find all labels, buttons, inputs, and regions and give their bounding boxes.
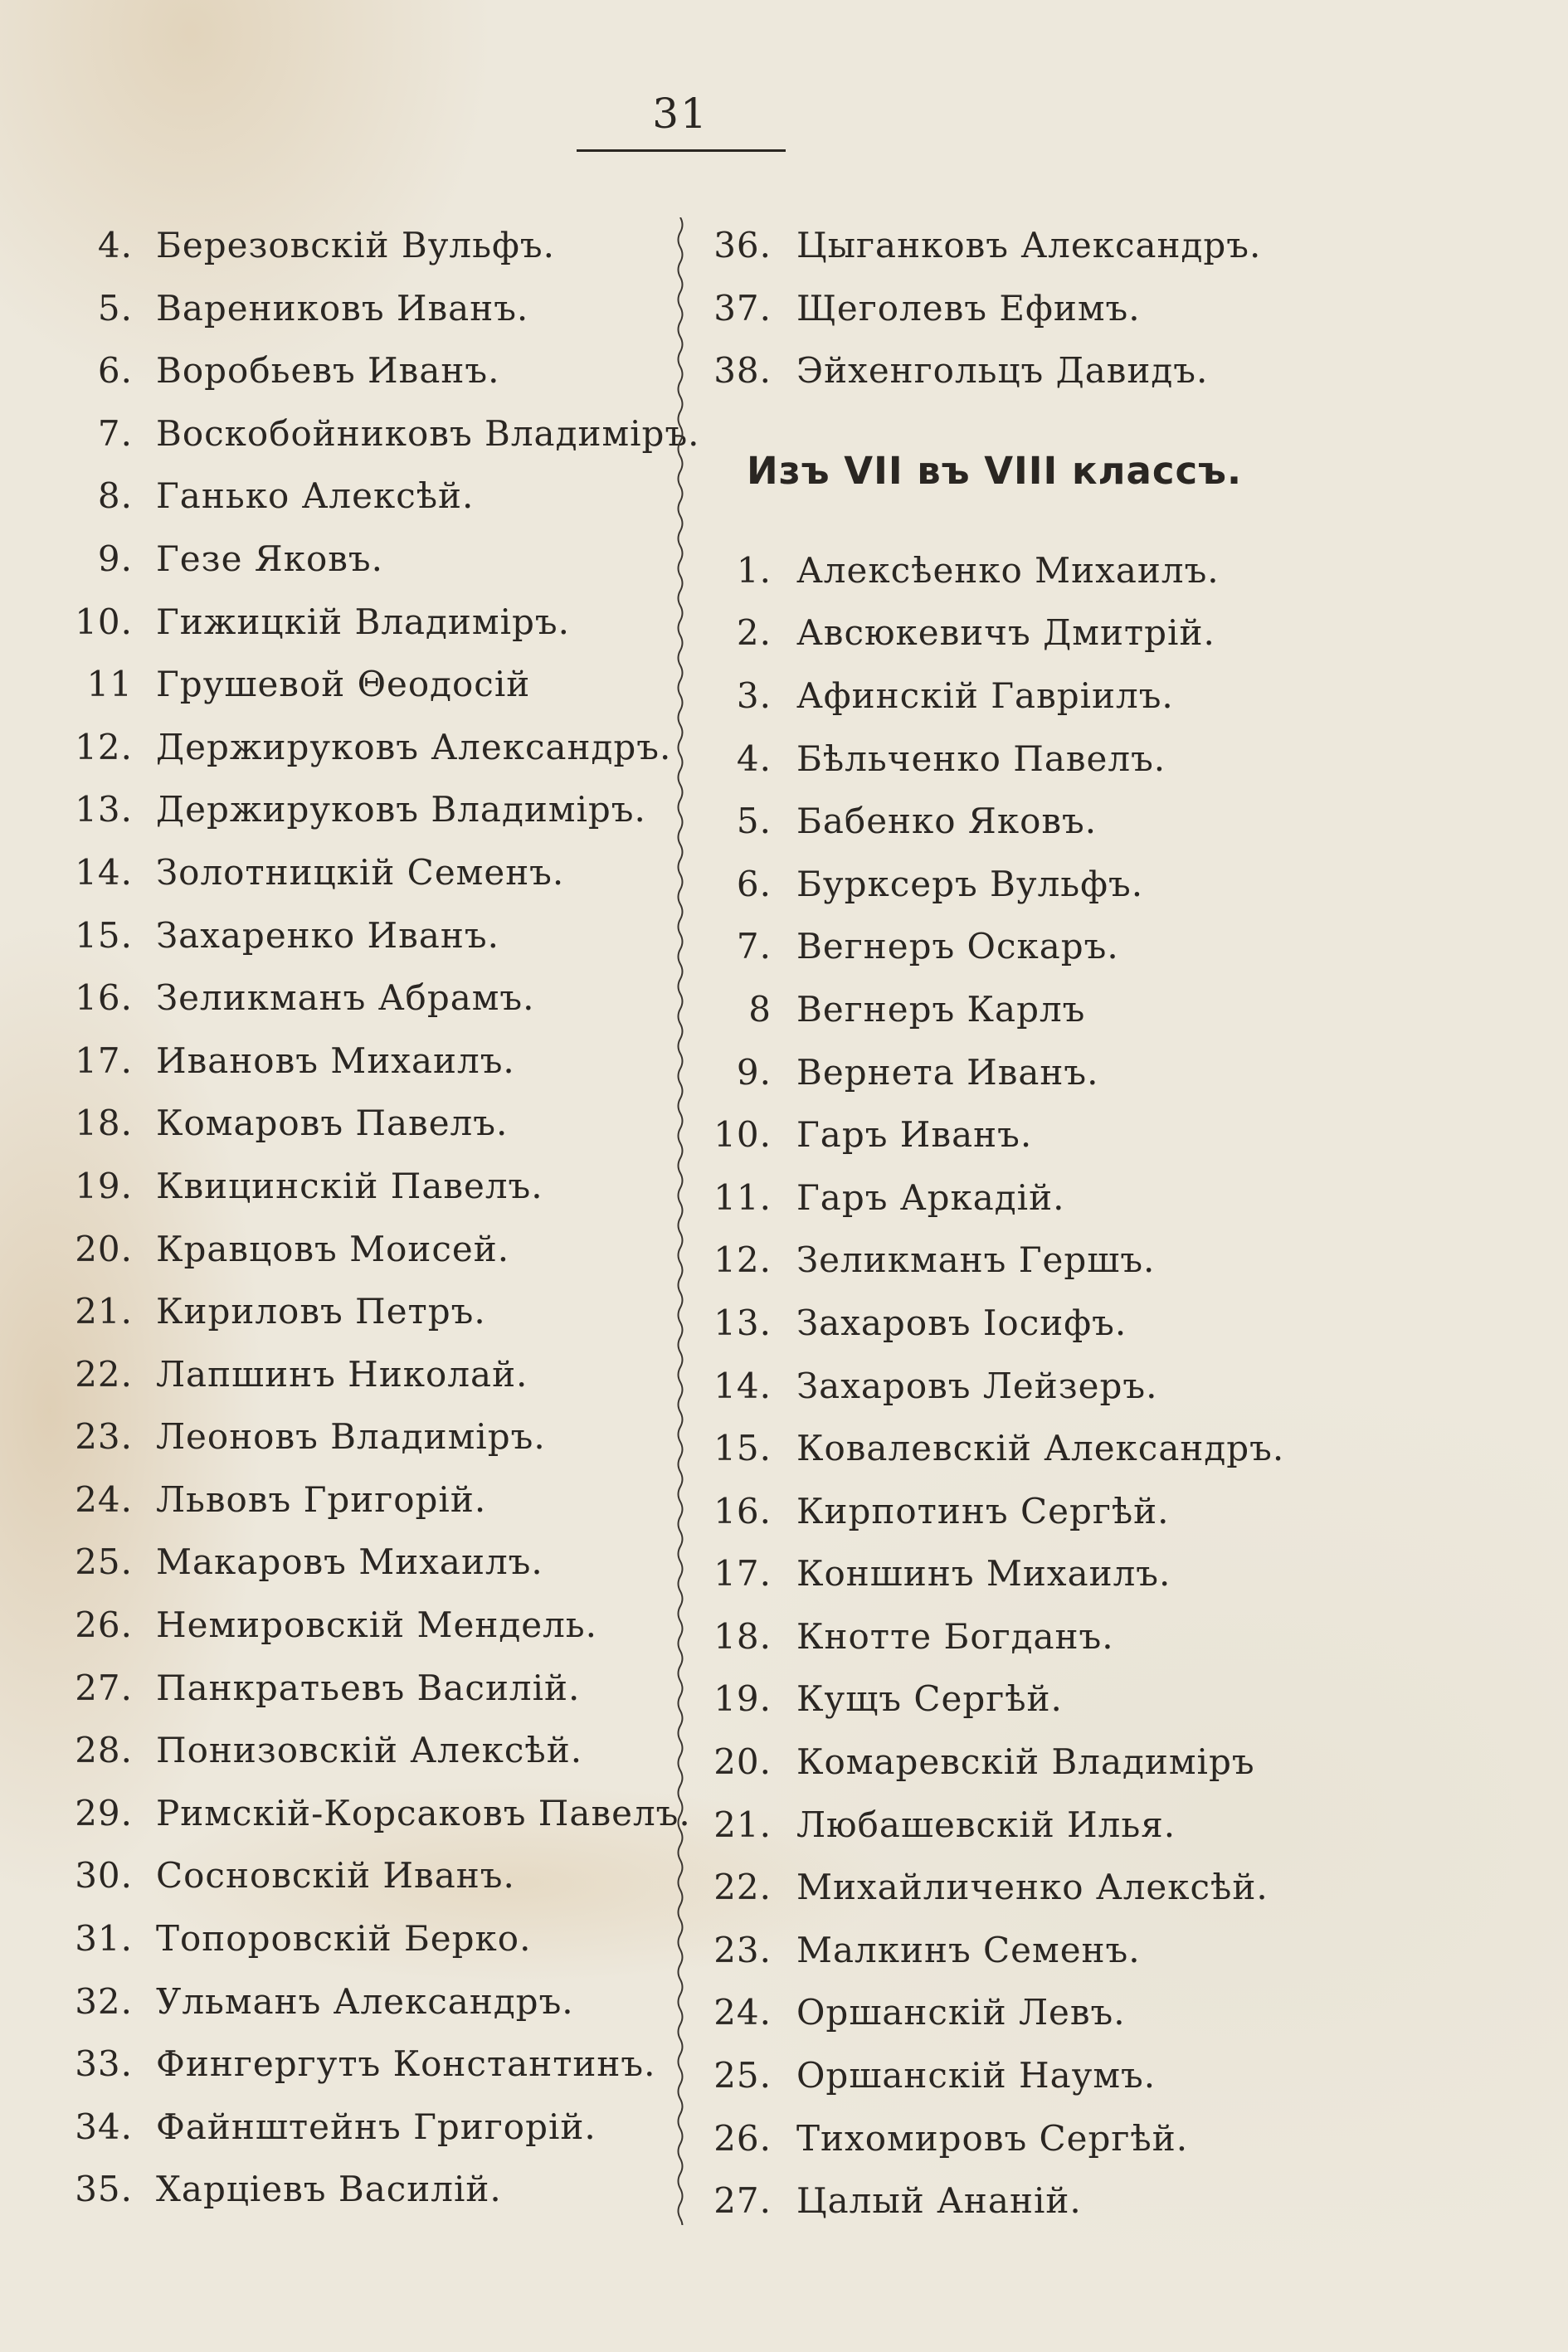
list-entry xyxy=(50,1280,680,1343)
entry-number: 23. xyxy=(75,1416,133,1458)
list-entry xyxy=(50,1218,680,1281)
right-continued-list xyxy=(697,214,1560,402)
entry-number: 20. xyxy=(75,1228,133,1269)
list-entry xyxy=(50,2158,680,2221)
entry-number: 19. xyxy=(713,1678,772,1720)
entry-name: Топоровскій Берко. xyxy=(156,1918,532,1960)
entry-number: 21. xyxy=(75,1291,133,1332)
entry-name: Львовъ Григорій. xyxy=(156,1478,487,1520)
entry-number: 13. xyxy=(713,1302,772,1343)
list-entry xyxy=(50,465,680,528)
entry-name: Гаръ Иванъ. xyxy=(796,1114,1033,1156)
entry-name: Зеликманъ Абрамъ. xyxy=(156,977,535,1019)
entry-name: Кущъ Сергѣй. xyxy=(796,1678,1063,1720)
entry-number: 27. xyxy=(713,2180,772,2222)
entry-number: 36. xyxy=(713,225,772,265)
entry-number: 11 xyxy=(86,664,133,705)
list-entry xyxy=(697,2169,1560,2233)
column-divider-line xyxy=(679,217,683,2225)
entry-number: 27. xyxy=(75,1667,133,1708)
entry-name: Захаровъ Лейзеръ. xyxy=(796,1365,1158,1406)
list-entry xyxy=(50,1405,680,1468)
entry-name: Щеголевъ Ефимъ. xyxy=(796,287,1141,329)
entry-number: 24. xyxy=(75,1478,133,1520)
entry-number: 32. xyxy=(75,1980,133,2022)
entry-name: Цалый Ананій. xyxy=(796,2180,1082,2222)
list-entry xyxy=(50,1092,680,1155)
entry-number: 30. xyxy=(75,1855,133,1897)
entry-number: 11. xyxy=(713,1176,772,1218)
entry-name: Держируковъ Александръ. xyxy=(156,726,672,767)
list-entry xyxy=(697,915,1560,978)
entry-number: 18. xyxy=(713,1615,772,1657)
entry-name: Харцiевъ Василій. xyxy=(156,2169,502,2210)
entry-number: 24. xyxy=(713,1992,772,2033)
entry-name: Ковалевскій Александръ. xyxy=(796,1428,1285,1469)
list-entry xyxy=(697,1229,1560,1292)
list-entry xyxy=(697,1355,1560,1418)
entry-name: Эйхенгольцъ Давидъ. xyxy=(796,350,1209,392)
entry-name: Немировскій Мендель. xyxy=(156,1605,597,1646)
list-entry xyxy=(697,790,1560,853)
list-entry xyxy=(697,214,1560,277)
list-entry xyxy=(697,853,1560,916)
list-entry xyxy=(50,653,680,716)
list-entry xyxy=(50,1594,680,1657)
entry-name: Гезе Яковъ. xyxy=(156,538,383,579)
list-entry xyxy=(50,1719,680,1782)
entry-name: Тихомировъ Сергѣй. xyxy=(796,2117,1189,2159)
entry-name: Березовскій Вульфъ. xyxy=(156,225,555,265)
entry-name: Ульманъ Александръ. xyxy=(156,1980,574,2022)
list-entry xyxy=(50,967,680,1030)
entry-number: 29. xyxy=(75,1792,133,1833)
entry-number: 21. xyxy=(713,1804,772,1845)
entry-number: 14. xyxy=(713,1365,772,1406)
entry-name: Понизовскій Алексѣй. xyxy=(156,1730,583,1771)
list-entry xyxy=(50,528,680,591)
entry-name: Бѣльченко Павелъ. xyxy=(796,738,1166,779)
entry-number: 23. xyxy=(713,1929,772,1970)
entry-name: Гижицкій Владиміръ. xyxy=(156,601,570,642)
entry-number: 37. xyxy=(713,287,772,329)
entry-number: 7. xyxy=(97,412,133,454)
list-entry xyxy=(50,1782,691,1845)
left-column xyxy=(50,214,700,2221)
list-entry xyxy=(50,402,700,465)
entry-number: 25. xyxy=(75,1541,133,1583)
list-entry xyxy=(697,2107,1560,2170)
entry-number: 4. xyxy=(736,738,772,779)
list-entry xyxy=(50,841,680,904)
entry-number: 10. xyxy=(75,601,133,642)
entry-name: Римскій-Корсаковъ Павелъ. xyxy=(156,1792,691,1833)
entry-name: Кирпотинъ Сергѣй. xyxy=(796,1490,1170,1531)
list-entry xyxy=(697,1856,1560,1919)
list-entry xyxy=(50,1907,680,1970)
entry-name: Комаровъ Павелъ. xyxy=(156,1103,509,1144)
list-entry xyxy=(50,1970,680,2033)
entry-number: 6. xyxy=(736,863,772,904)
entry-name: Вегнеръ Оскаръ. xyxy=(796,926,1119,967)
entry-name: Алексѣенко Михаилъ. xyxy=(796,549,1220,591)
list-entry xyxy=(50,1155,680,1218)
entry-number: 7. xyxy=(736,926,772,967)
list-entry xyxy=(697,1919,1560,1982)
entry-number: 25. xyxy=(713,2055,772,2096)
list-entry xyxy=(697,1605,1560,1668)
column-divider xyxy=(670,217,690,2225)
entry-number: 17. xyxy=(713,1553,772,1595)
entry-number: 26. xyxy=(713,2117,772,2159)
list-entry xyxy=(50,1844,680,1907)
entry-name: Фингергутъ Константинъ. xyxy=(156,2043,656,2085)
entry-name: Вегнеръ Карлъ xyxy=(796,988,1086,1030)
entry-number: 5. xyxy=(97,287,133,329)
list-entry xyxy=(697,1731,1560,1794)
entry-name: Кириловъ Петръ. xyxy=(156,1291,486,1332)
entry-number: 8 xyxy=(748,988,772,1030)
entry-name: Макаровъ Михаилъ. xyxy=(156,1541,543,1583)
entry-name: Кравцовъ Моисей. xyxy=(156,1228,510,1269)
entry-name: Сосновскій Иванъ. xyxy=(156,1855,515,1897)
list-entry xyxy=(697,277,1560,340)
entry-number: 15. xyxy=(713,1428,772,1469)
entry-number: 4. xyxy=(97,225,133,265)
entry-name: Любашевскій Илья. xyxy=(796,1804,1176,1845)
page-number: 31 xyxy=(652,90,709,138)
entry-name: Воробьевъ Иванъ. xyxy=(156,350,500,392)
entry-name: Ганько Алексѣй. xyxy=(156,475,475,517)
list-entry xyxy=(697,1103,1560,1166)
list-entry xyxy=(50,591,680,654)
list-entry xyxy=(50,778,680,841)
header-rule xyxy=(577,149,786,152)
entry-number: 38. xyxy=(713,350,772,392)
list-entry xyxy=(697,728,1560,791)
entry-name: Панкратьевъ Василій. xyxy=(156,1667,581,1708)
entry-number: 16. xyxy=(713,1490,772,1531)
entry-name: Вернета Иванъ. xyxy=(796,1051,1099,1093)
list-entry xyxy=(697,1417,1560,1480)
entry-name: Держируковъ Владиміръ. xyxy=(156,789,646,830)
entry-number: 28. xyxy=(75,1730,133,1771)
entry-name: Малкинъ Семенъ. xyxy=(796,1929,1141,1970)
entry-name: Михайличенко Алексѣй. xyxy=(796,1867,1269,1908)
list-entry xyxy=(50,1343,680,1406)
entry-name: Оршанскій Левъ. xyxy=(796,1992,1126,2033)
list-entry xyxy=(50,716,680,779)
entry-name: Бабенко Яковъ. xyxy=(796,801,1098,842)
entry-name: Цыганковъ Александръ. xyxy=(796,225,1262,265)
entry-number: 20. xyxy=(713,1741,772,1783)
list-entry xyxy=(697,339,1560,402)
entry-number: 8. xyxy=(97,475,133,517)
entry-number: 26. xyxy=(75,1605,133,1646)
entry-name: Лапшинъ Николай. xyxy=(156,1353,528,1395)
entry-number: 16. xyxy=(75,977,133,1019)
list-entry xyxy=(50,2096,680,2159)
list-entry xyxy=(697,2044,1560,2107)
right-section-list xyxy=(697,539,1560,2233)
entry-number: 13. xyxy=(75,789,133,830)
list-entry xyxy=(697,601,1560,665)
entry-number: 35. xyxy=(75,2169,133,2210)
entry-number: 3. xyxy=(736,674,772,716)
entry-name: Комаревскій Владиміръ xyxy=(796,1741,1255,1783)
entry-number: 22. xyxy=(713,1867,772,1908)
entry-number: 12. xyxy=(75,726,133,767)
entry-number: 31. xyxy=(75,1918,133,1960)
entry-number: 10. xyxy=(713,1114,772,1156)
entry-number: 22. xyxy=(75,1353,133,1395)
list-entry xyxy=(697,1542,1560,1605)
list-entry xyxy=(50,339,680,402)
list-entry xyxy=(50,904,680,967)
entry-name: Бурксеръ Вульфъ. xyxy=(796,863,1144,904)
entry-name: Ивановъ Михаилъ. xyxy=(156,1040,515,1081)
list-entry xyxy=(50,1468,680,1531)
entry-name: Захаровъ Іосифъ. xyxy=(796,1302,1127,1343)
list-entry xyxy=(50,2033,680,2096)
entry-number: 9. xyxy=(97,538,133,579)
entry-number: 14. xyxy=(75,851,133,893)
entry-name: Захаренко Иванъ. xyxy=(156,914,499,956)
list-entry xyxy=(697,978,1560,1041)
list-entry xyxy=(697,665,1560,728)
entry-number: 9. xyxy=(736,1051,772,1093)
list-entry xyxy=(697,1292,1560,1355)
list-entry xyxy=(50,214,680,277)
entry-name: Гаръ Аркадій. xyxy=(796,1176,1065,1218)
list-entry xyxy=(50,1531,680,1594)
entry-number: 19. xyxy=(75,1165,133,1206)
list-entry xyxy=(697,1166,1560,1230)
list-entry xyxy=(50,1030,680,1093)
entry-number: 17. xyxy=(75,1040,133,1081)
list-entry xyxy=(697,1480,1560,1543)
entry-number: 2. xyxy=(736,612,772,654)
entry-name: Золотницкій Семенъ. xyxy=(156,851,565,893)
entry-name: Леоновъ Владиміръ. xyxy=(156,1416,546,1458)
entry-number: 6. xyxy=(97,350,133,392)
entry-name: Квицинскій Павелъ. xyxy=(156,1165,543,1206)
right-column xyxy=(697,214,1560,2233)
entry-number: 1. xyxy=(736,549,772,591)
list-entry xyxy=(697,1981,1560,2044)
list-entry xyxy=(697,539,1560,602)
list-entry xyxy=(50,277,680,340)
section-heading: Изъ VII въ VIII классъ. xyxy=(747,448,1243,493)
entry-name: Грушевой Θеодосій xyxy=(156,664,531,705)
list-entry xyxy=(697,1041,1560,1104)
entry-name: Коншинъ Михаилъ. xyxy=(796,1553,1171,1595)
entry-number: 33. xyxy=(75,2043,133,2085)
entry-name: Варениковъ Иванъ. xyxy=(156,287,529,329)
entry-name: Воскобойниковъ Владиміръ. xyxy=(156,412,700,454)
entry-name: Афинскій Гавріилъ. xyxy=(796,674,1174,716)
entry-number: 18. xyxy=(75,1103,133,1144)
list-entry xyxy=(697,1668,1560,1731)
entry-number: 34. xyxy=(75,2106,133,2147)
entry-name: Авсюкевичъ Дмитрій. xyxy=(796,612,1215,654)
list-entry xyxy=(697,1794,1560,1857)
list-entry xyxy=(50,1657,680,1720)
entry-number: 15. xyxy=(75,914,133,956)
entry-number: 5. xyxy=(736,801,772,842)
entry-name: Файнштейнъ Григорій. xyxy=(156,2106,597,2147)
entry-name: Кнотте Богданъ. xyxy=(796,1615,1114,1657)
entry-name: Оршанскій Наумъ. xyxy=(796,2055,1157,2096)
entry-number: 12. xyxy=(713,1239,772,1281)
entry-name: Зеликманъ Гершъ. xyxy=(796,1239,1156,1281)
